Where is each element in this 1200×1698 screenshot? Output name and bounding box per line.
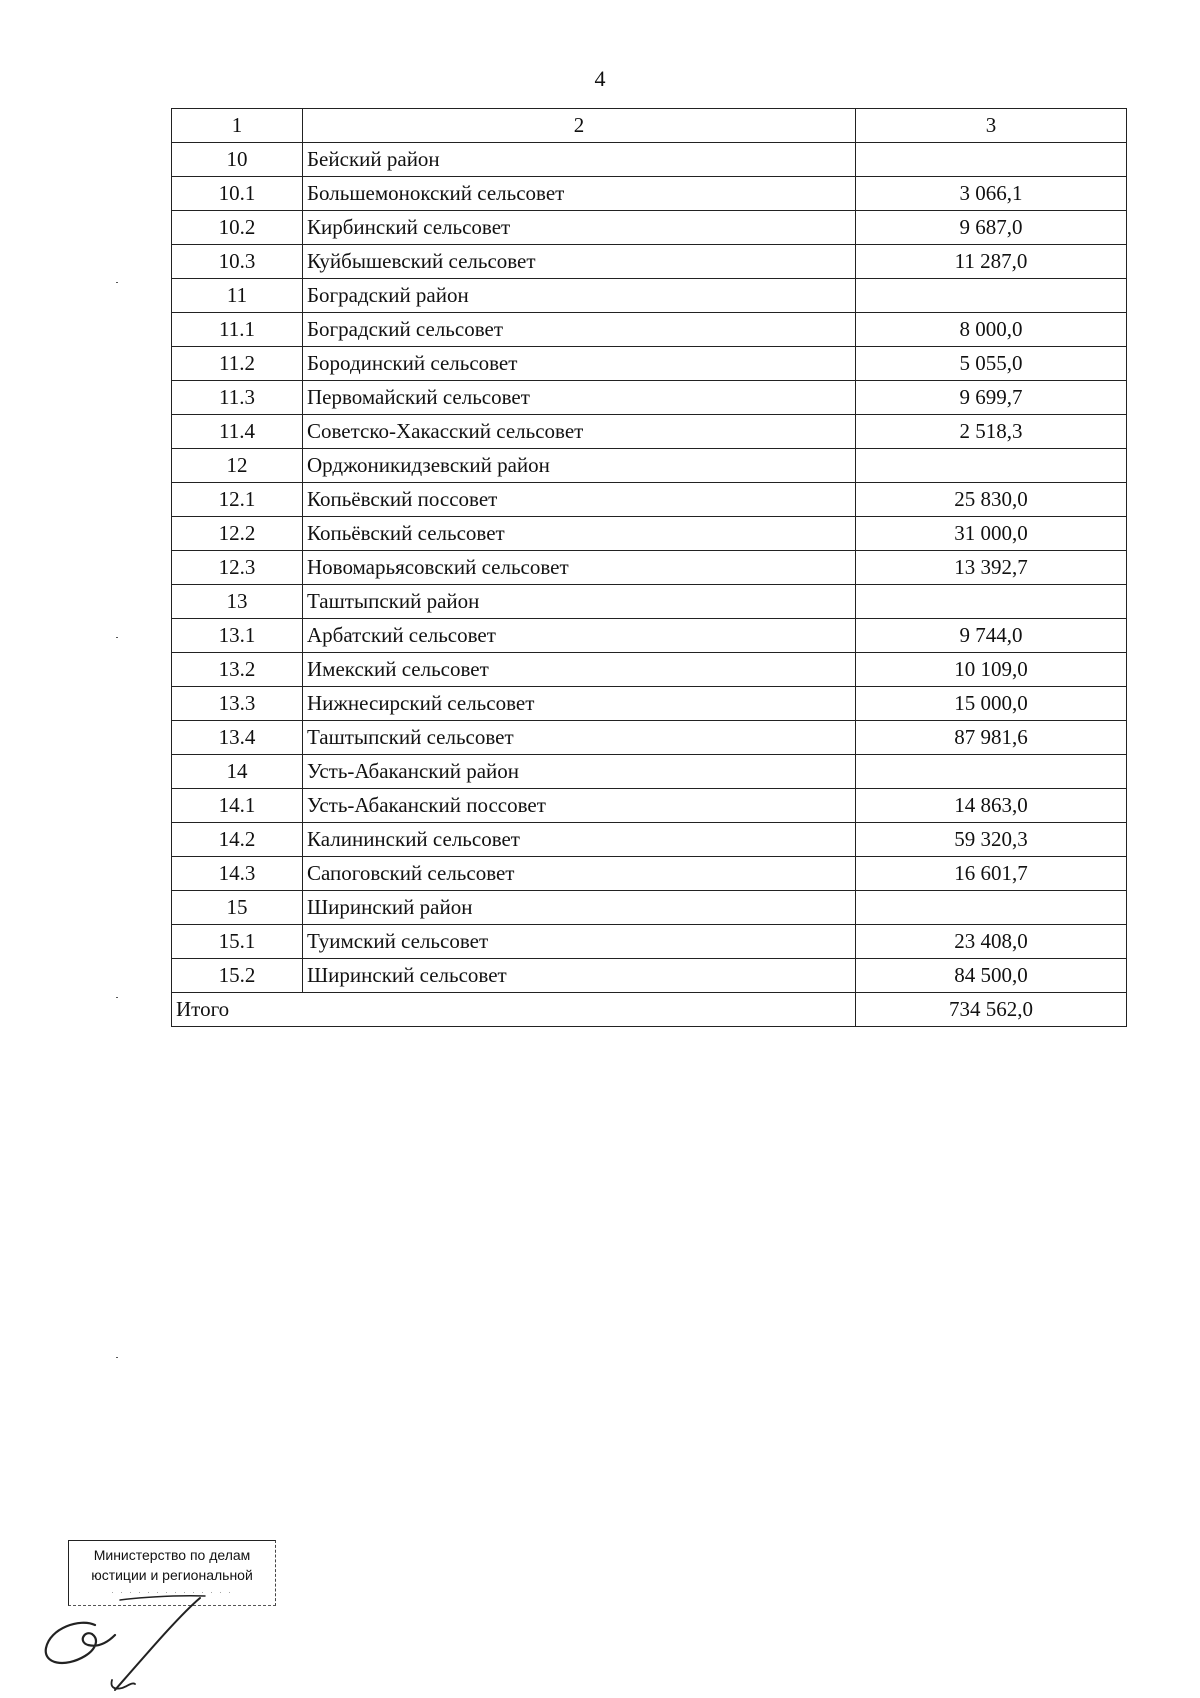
table-body	[172, 143, 1127, 993]
stamp-line: юстиции и региональной	[91, 1567, 253, 1583]
row-number-cell: 15.2	[172, 959, 303, 993]
row-name-cell: Нижнесирский сельсовет	[303, 687, 856, 721]
row-value-cell: 2 518,3	[856, 415, 1127, 449]
column-header: 1	[172, 109, 303, 143]
row-value-cell: 8 000,0	[856, 313, 1127, 347]
table-row	[172, 415, 1127, 449]
table-row	[172, 313, 1127, 347]
table-row	[172, 755, 1127, 789]
page-number: 4	[594, 66, 606, 91]
row-value-cell: 15 000,0	[856, 687, 1127, 721]
total-row	[172, 993, 1127, 1027]
row-name-cell: Сапоговский сельсовет	[303, 857, 856, 891]
table-row	[172, 857, 1127, 891]
margin-mark	[116, 1357, 118, 1358]
row-value-cell: 10 109,0	[856, 653, 1127, 687]
table-row	[172, 211, 1127, 245]
row-number-cell: 11.2	[172, 347, 303, 381]
row-value-cell: 25 830,0	[856, 483, 1127, 517]
row-value-cell: 13 392,7	[856, 551, 1127, 585]
row-name-cell: Боградский район	[303, 279, 856, 313]
row-number-cell: 10.2	[172, 211, 303, 245]
row-value-cell	[856, 449, 1127, 483]
table-row	[172, 823, 1127, 857]
row-name-cell: Кирбинский сельсовет	[303, 211, 856, 245]
total-value: 734 562,0	[856, 993, 1127, 1027]
row-name-cell: Ширинский сельсовет	[303, 959, 856, 993]
row-name-cell: Арбатский сельсовет	[303, 619, 856, 653]
row-name-cell: Бейский район	[303, 143, 856, 177]
row-number-cell: 12.2	[172, 517, 303, 551]
column-header: 2	[303, 109, 856, 143]
row-value-cell: 9 687,0	[856, 211, 1127, 245]
row-value-cell: 14 863,0	[856, 789, 1127, 823]
row-number-cell: 15	[172, 891, 303, 925]
row-number-cell: 14.1	[172, 789, 303, 823]
row-name-cell: Большемонокский сельсовет	[303, 177, 856, 211]
row-number-cell: 12	[172, 449, 303, 483]
row-name-cell: Орджоникидзевский район	[303, 449, 856, 483]
table-row	[172, 891, 1127, 925]
table-row	[172, 925, 1127, 959]
row-number-cell: 12.1	[172, 483, 303, 517]
row-number-cell: 14.2	[172, 823, 303, 857]
row-number-cell: 13.1	[172, 619, 303, 653]
row-value-cell	[856, 143, 1127, 177]
table-row	[172, 959, 1127, 993]
row-value-cell: 87 981,6	[856, 721, 1127, 755]
row-number-cell: 12.3	[172, 551, 303, 585]
row-value-cell: 23 408,0	[856, 925, 1127, 959]
row-name-cell: Бородинский сельсовет	[303, 347, 856, 381]
table-row	[172, 381, 1127, 415]
row-value-cell	[856, 585, 1127, 619]
row-name-cell: Первомайский сельсовет	[303, 381, 856, 415]
table-row	[172, 483, 1127, 517]
row-value-cell	[856, 891, 1127, 925]
row-name-cell: Новомарьясовский сельсовет	[303, 551, 856, 585]
table-row	[172, 687, 1127, 721]
row-number-cell: 10.1	[172, 177, 303, 211]
row-number-cell: 15.1	[172, 925, 303, 959]
row-value-cell	[856, 755, 1127, 789]
stamp-line: Министерство по делам	[93, 1547, 251, 1563]
table-row	[172, 653, 1127, 687]
row-value-cell: 84 500,0	[856, 959, 1127, 993]
row-name-cell: Усть-Абаканский поссовет	[303, 789, 856, 823]
handwritten-signature	[40, 1590, 230, 1695]
row-number-cell: 13.2	[172, 653, 303, 687]
row-number-cell: 10.3	[172, 245, 303, 279]
table-row	[172, 721, 1127, 755]
row-name-cell: Советско-Хакасский сельсовет	[303, 415, 856, 449]
row-value-cell: 5 055,0	[856, 347, 1127, 381]
table-row	[172, 143, 1127, 177]
row-number-cell: 10	[172, 143, 303, 177]
row-name-cell: Калининский сельсовет	[303, 823, 856, 857]
row-number-cell: 13	[172, 585, 303, 619]
row-name-cell: Копьёвский сельсовет	[303, 517, 856, 551]
row-name-cell: Боградский сельсовет	[303, 313, 856, 347]
row-number-cell: 13.4	[172, 721, 303, 755]
table-row	[172, 517, 1127, 551]
row-value-cell: 9 699,7	[856, 381, 1127, 415]
margin-mark	[116, 637, 118, 638]
row-value-cell: 3 066,1	[856, 177, 1127, 211]
row-name-cell: Копьёвский поссовет	[303, 483, 856, 517]
row-name-cell: Туимский сельсовет	[303, 925, 856, 959]
row-name-cell: Ширинский район	[303, 891, 856, 925]
row-number-cell: 11.4	[172, 415, 303, 449]
table-row	[172, 619, 1127, 653]
column-header: 3	[856, 109, 1127, 143]
row-value-cell: 16 601,7	[856, 857, 1127, 891]
row-value-cell: 9 744,0	[856, 619, 1127, 653]
table-row	[172, 347, 1127, 381]
row-value-cell: 31 000,0	[856, 517, 1127, 551]
table-row	[172, 551, 1127, 585]
table-row	[172, 585, 1127, 619]
margin-mark	[116, 997, 118, 998]
row-number-cell: 11.3	[172, 381, 303, 415]
row-name-cell: Таштыпский сельсовет	[303, 721, 856, 755]
table-row	[172, 789, 1127, 823]
total-label: Итого	[172, 993, 856, 1027]
row-value-cell: 11 287,0	[856, 245, 1127, 279]
row-number-cell: 11.1	[172, 313, 303, 347]
row-number-cell: 11	[172, 279, 303, 313]
row-name-cell: Таштыпский район	[303, 585, 856, 619]
table-header-row	[172, 109, 1127, 143]
stamp-faint-line: . . . . . . . . . . . . . .	[111, 1585, 233, 1595]
allocation-table	[171, 108, 1126, 1027]
row-value-cell	[856, 279, 1127, 313]
row-number-cell: 14.3	[172, 857, 303, 891]
row-number-cell: 14	[172, 755, 303, 789]
table-row	[172, 279, 1127, 313]
row-number-cell: 13.3	[172, 687, 303, 721]
row-name-cell: Усть-Абаканский район	[303, 755, 856, 789]
row-value-cell: 59 320,3	[856, 823, 1127, 857]
margin-mark	[116, 282, 118, 283]
table-row	[172, 449, 1127, 483]
row-name-cell: Имекский сельсовет	[303, 653, 856, 687]
table-row	[172, 245, 1127, 279]
row-name-cell: Куйбышевский сельсовет	[303, 245, 856, 279]
table-row	[172, 177, 1127, 211]
